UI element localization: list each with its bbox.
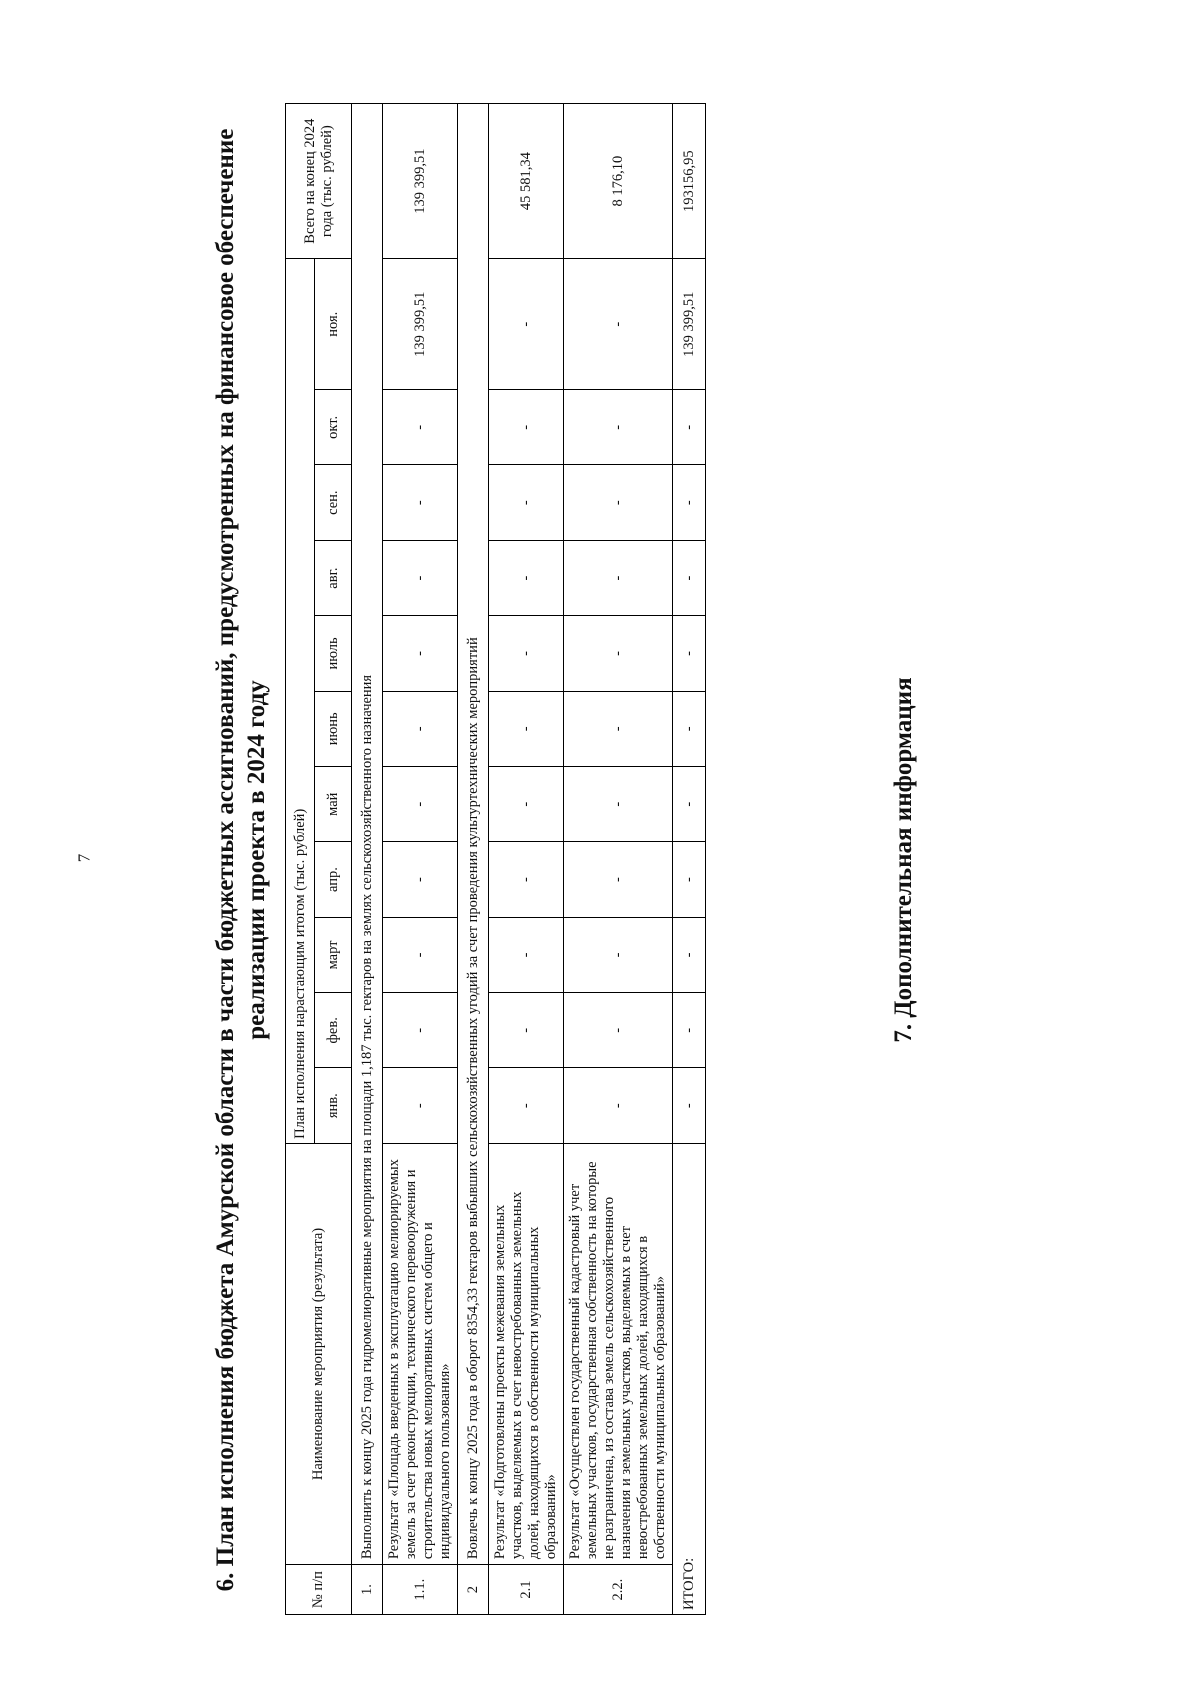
row-num: 2.1 bbox=[489, 1565, 564, 1615]
row-month-value: - bbox=[383, 616, 458, 691]
row-month-value: - bbox=[564, 259, 673, 390]
row-name: Результат «Площадь введенных в эксплуатацию мелиорируемых земель за счет реконструкции, технического перевооружения и строительства новых мелиоративных систем общего и индивидуального пользования» bbox=[383, 1143, 458, 1564]
row-num: 2.2. bbox=[564, 1565, 673, 1615]
header-month: ноя. bbox=[315, 259, 352, 390]
row-total: 45 581,34 bbox=[489, 104, 564, 259]
row-month-value: - bbox=[564, 691, 673, 766]
row-month-value: - bbox=[489, 390, 564, 465]
page-number: 7 bbox=[74, 853, 94, 863]
row-month-value: - bbox=[489, 842, 564, 917]
header-total: Всего на конец 2024 года (тыс. рублей) bbox=[286, 104, 352, 259]
total-month-value: 139 399,51 bbox=[673, 259, 706, 390]
total-month-value: - bbox=[673, 767, 706, 842]
header-num: № п/п bbox=[286, 1565, 352, 1615]
total-label: ИТОГО: bbox=[673, 1143, 706, 1614]
table-body bbox=[352, 104, 706, 1615]
header-month: сен. bbox=[315, 465, 352, 540]
row-month-value: - bbox=[383, 390, 458, 465]
table-row bbox=[383, 104, 458, 1615]
total-month-value: - bbox=[673, 540, 706, 615]
row-month-value: - bbox=[564, 540, 673, 615]
header-month: март bbox=[315, 917, 352, 992]
row-total: 139 399,51 bbox=[383, 104, 458, 259]
row-month-value: - bbox=[564, 917, 673, 992]
header-name: Наименование мероприятия (результата) bbox=[286, 1143, 352, 1564]
section-row bbox=[352, 104, 383, 1615]
total-month-value: - bbox=[673, 842, 706, 917]
row-name: Результат «Подготовлены проекты межевания земельных участков, выделяемых в счет невостребованных земельных долей, находящихся в собственности муниципальных образований» bbox=[489, 1143, 564, 1564]
row-month-value: - bbox=[489, 993, 564, 1068]
row-month-value: - bbox=[489, 767, 564, 842]
budget-plan-table bbox=[285, 103, 706, 1615]
row-month-value: - bbox=[564, 993, 673, 1068]
row-month-value: 139 399,51 bbox=[383, 259, 458, 390]
row-month-value: - bbox=[489, 1068, 564, 1143]
header-month: июнь bbox=[315, 691, 352, 766]
rotated-page-content bbox=[200, 60, 1000, 1660]
row-month-value: - bbox=[383, 993, 458, 1068]
row-month-value: - bbox=[489, 917, 564, 992]
row-num: 1.1. bbox=[383, 1565, 458, 1615]
row-month-value: - bbox=[383, 540, 458, 615]
row-month-value: - bbox=[489, 540, 564, 615]
header-month: фев. bbox=[315, 993, 352, 1068]
total-month-value: - bbox=[673, 616, 706, 691]
row-month-value: - bbox=[564, 465, 673, 540]
row-month-value: - bbox=[383, 691, 458, 766]
header-month: апр. bbox=[315, 842, 352, 917]
table-row bbox=[564, 104, 673, 1615]
row-month-value: - bbox=[383, 767, 458, 842]
header-month: авг. bbox=[315, 540, 352, 615]
total-month-value: - bbox=[673, 1068, 706, 1143]
table-head bbox=[286, 104, 352, 1615]
header-month: июль bbox=[315, 616, 352, 691]
section-text: Выполнить к концу 2025 года гидромелиоративные мероприятия на площади 1,187 тыс. гектаров на землях сельскохозяйственного назначения bbox=[352, 104, 383, 1565]
section-num: 2 bbox=[458, 1565, 489, 1615]
header-month: окт. bbox=[315, 390, 352, 465]
section-row bbox=[458, 104, 489, 1615]
row-month-value: - bbox=[383, 917, 458, 992]
table-row bbox=[489, 104, 564, 1615]
row-month-value: - bbox=[383, 1068, 458, 1143]
total-month-value: - bbox=[673, 390, 706, 465]
total-month-value: - bbox=[673, 917, 706, 992]
total-row bbox=[673, 104, 706, 1615]
total-month-value: - bbox=[673, 465, 706, 540]
row-month-value: - bbox=[564, 767, 673, 842]
header-plan: План исполнения нарастающим итогом (тыс. рублей) bbox=[286, 259, 315, 1144]
total-month-value: - bbox=[673, 993, 706, 1068]
row-month-value: - bbox=[383, 465, 458, 540]
row-month-value: - bbox=[383, 842, 458, 917]
document-title: 6. План исполнения бюджета Амурской области в части бюджетных ассигнований, предусмотренных на финансовое обеспечение реализации проекта в 2024 году bbox=[212, 128, 270, 1592]
total-month-value: - bbox=[673, 691, 706, 766]
row-month-value: - bbox=[489, 259, 564, 390]
row-month-value: - bbox=[489, 691, 564, 766]
row-month-value: - bbox=[489, 616, 564, 691]
row-month-value: - bbox=[489, 465, 564, 540]
row-name: Результат «Осуществлен государственный кадастровый учет земельных участков, государственная собственность на которые не разграничена, из состава земель сельскохозяйственного назначения и земельных участков, выделяемых в счет невостребованных земельных долей, находящихся в собственности муниципальных образований» bbox=[564, 1143, 673, 1564]
section-num: 1. bbox=[352, 1565, 383, 1615]
budget-plan-table-container bbox=[285, 103, 706, 1615]
row-month-value: - bbox=[564, 616, 673, 691]
section-subtitle: 7. Дополнительная информация bbox=[890, 677, 917, 1043]
header-month: янв. bbox=[315, 1068, 352, 1143]
row-month-value: - bbox=[564, 842, 673, 917]
row-month-value: - bbox=[564, 1068, 673, 1143]
row-total: 8 176,10 bbox=[564, 104, 673, 259]
section-text: Вовлечь к концу 2025 года в оборот 8354,33 гектаров выбывших сельскохозяйственных угодий за счет проведения культуртехнических мероприятий bbox=[458, 104, 489, 1565]
total-value: 193156,95 bbox=[673, 104, 706, 259]
row-month-value: - bbox=[564, 390, 673, 465]
header-month: май bbox=[315, 767, 352, 842]
